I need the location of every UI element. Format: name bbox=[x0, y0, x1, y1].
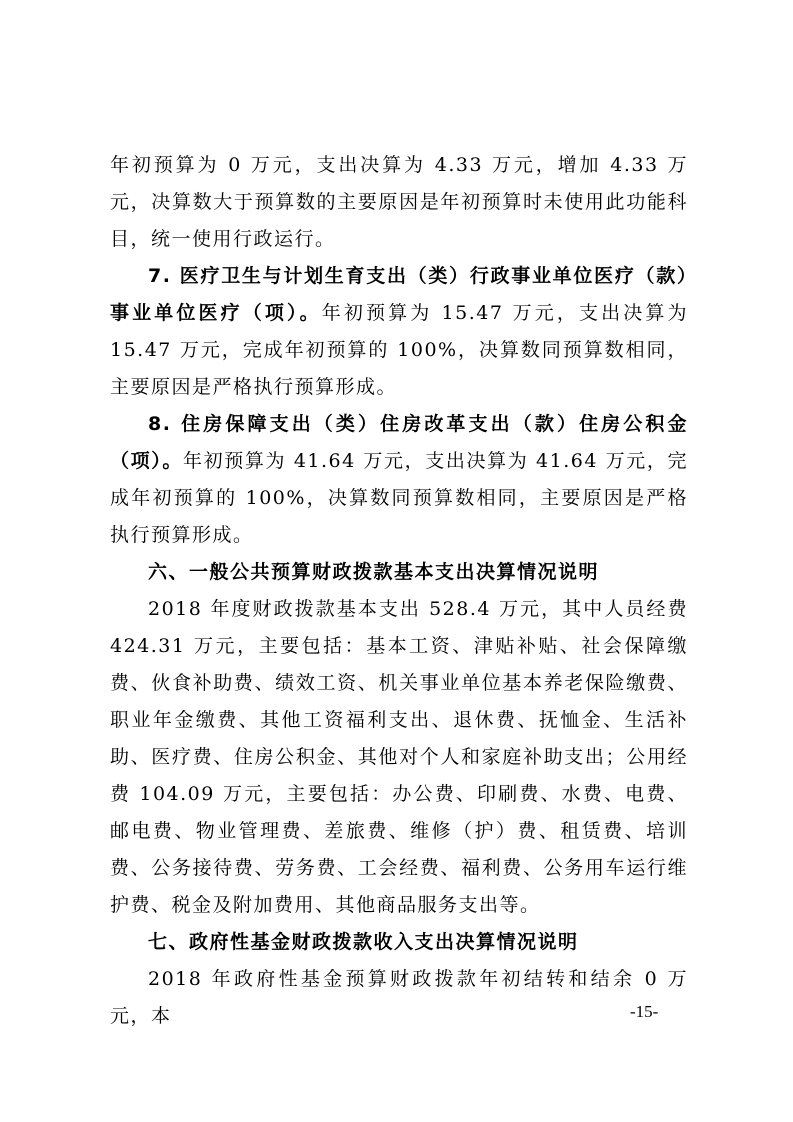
item-7-text: 年初预算为 15.47 万元，支出决算为 15.47 万元，完成年初预算的 100%，决算数同预算数相同，主要原因是严格执行预算形成。 bbox=[110, 302, 688, 398]
paragraph-government-fund: 2018 年政府性基金预算财政拨款年初结转和结余 0 万元，本 bbox=[110, 968, 688, 1027]
paragraph-item-8 bbox=[110, 406, 688, 554]
paragraph-budget-continuation: 年初预算为 0 万元，支出决算为 4.33 万元，增加 4.33 万元，决算数大于预算数的主要原因是年初预算时未使用此功能科目，统一使用行政运行。 bbox=[110, 154, 688, 250]
paragraph-basic-expenditure: 2018 年度财政拨款基本支出 528.4 万元，其中人员经费 424.31 万元，主要包括：基本工资、津贴补贴、社会保障缴费、伙食补助费、绩效工资、机关事业单位基本养老保险缴费、职业年金缴费、其他工资福利支出、退休费、抚恤金、生活补助、医疗费、住房公积金、其他对个人和家庭补助支出；公用经费 104.09 万元，主要包括：办公费、印刷费、水费、电费、邮电费、物业管理费、差旅费、维修（护）费、租赁费、培训费、公务接待费、劳务费、工会经费、福利费、公务用车运行维护费、税金及附加费用、其他商品服务支出等。 bbox=[110, 598, 688, 916]
section-heading-7: 七、政府性基金财政拨款收入支出决算情况说明 bbox=[148, 931, 579, 953]
body-text bbox=[110, 147, 688, 1035]
paragraph-item-7 bbox=[110, 258, 688, 406]
item-8-heading: 8. 住房保障支出（类）住房改革支出（款）住房公积金（项）。 bbox=[110, 413, 688, 472]
page-number: -15- bbox=[630, 1002, 659, 1021]
section-heading-6: 六、一般公共预算财政拨款基本支出决算情况说明 bbox=[148, 561, 600, 583]
item-8-text: 年初预算为 41.64 万元，支出决算为 41.64 万元，完成年初预算的 100%，决算数同预算数相同，主要原因是严格执行预算形成。 bbox=[110, 450, 688, 546]
item-7-heading: 7. 医疗卫生与计划生育支出（类）行政事业单位医疗（款）事业单位医疗（项）。 bbox=[110, 265, 688, 324]
